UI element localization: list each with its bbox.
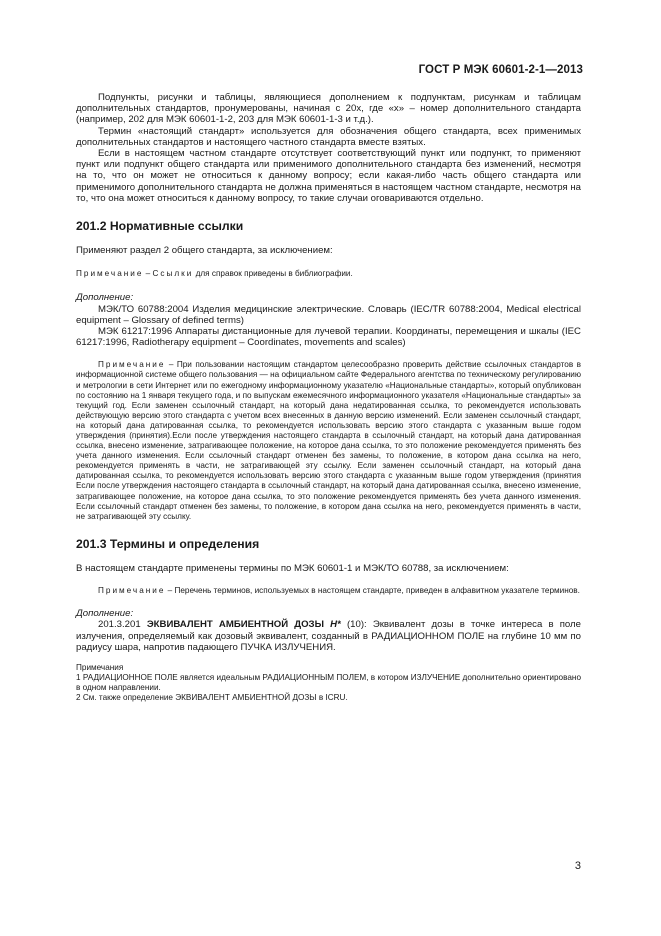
definition-term: ЭКВИВАЛЕНТ АМБИЕНТНОЙ ДОЗЫ [146,619,331,631]
note-spaced-word: Ссылки [152,269,194,279]
note-label: Примечание [98,360,166,370]
note-label: Примечание [76,269,144,279]
reference-usage-note [76,360,581,522]
intro-paragraph-3: Если в настоящем частном стандарте отсутствует соответствующий пункт или подпункт, то применяют пункт или подпункт общего стандарта или применимого дополнительного стандарта без изменений, несмотря на то, что он может не относиться к данному вопросу; если какая-либо часть общего стандарта или применимого дополнительного стандарта не должна применяться в настоящем частном стандарте, несмотря на то, что она может относиться к данному вопросу, то такие случаи оговариваются отдельно. [76,148,581,204]
definition-ambient-dose [76,619,581,653]
definition-text: (10): Эквивалент дозы в точке интереса в поле излучения, определяемый как дозовый эквивалент, созданный в РАДИАЦИОННОМ ПОЛЕ на глубине 10 мм по радиусу шара, напротив падающего ПУЧКА ИЗЛУЧЕНИЯ. [76,619,581,653]
document-header: ГОСТ Р МЭК 60601-2-1—2013 [418,64,583,76]
section-title-terms-definitions: 201.3 Термины и определения [76,536,260,551]
definition-number: 201.3.201 [98,619,147,631]
note-text: – При пользовании настоящим стандартом целесообразно проверить действие ссылочных стандартов в информационной системе общего пользования — на официальном сайте Федерального агентства по техническому регулированию и метрологии в сети Интернет или по ежегодному информационному указателю «Национальные стандарты», который опубликован по состоянию на 1 января текущего года, и по выпускам ежемесячного информационного указателя «Национальные стандарты» за текущий год. Если заменен ссылочный стандарт, на который дана недатированная ссылка, то рекомендуется использовать действующую версию этого стандарта с учетом всех внесенных в данную версию изменений. Если заменен ссылочный стандарт, на который дана датированная ссылка, то рекомендуется использовать версию этого стандарта с указанным выше годом утверждения (принятия).Если после утверждения настоящего стандарта в ссылочный стандарт, на который дана датированная ссылка, внесено изменение, затрагивающее положение, на которое дана ссылка, то это положение рекомендуется применять без учета данного изменения. Если ссылочный стандарт отменен без замены, то положение, в котором дана ссылка на него, рекомендуется применять в части, не затрагивающей эту ссылку. Если заменен ссылочный стандарт, на который дана датированная ссылка, то рекомендуется использовать версию этого стандарта с указанным выше годом утверждения (принятия Если после утверждения настоящего стандарта в ссылочный стандарт, на который дана датированная ссылка, внесено изменение, затрагивающее положение, на которое дана ссылка, то это положение рекомендуется применять без учета данного изменения. Если ссылочный стандарт отменен без замены, то положение, в котором дана ссылка на него, рекомендуется применять в части, не затрагивающей эту ссылку. [76,360,581,521]
page-number: 3 [574,860,581,872]
note-rest: для справок приведены в библиографии. [193,269,353,279]
terms-note [76,586,581,596]
note-text: – Перечень терминов, используемых в настоящем стандарте, приведен в алфавитном указателе терминов. [165,586,580,596]
definition-note-2: 2 См. также определение ЭКВИВАЛЕНТ АМБИЕНТНОЙ ДОЗЫ в ICRU. [76,693,348,703]
intro-paragraph-1: Подпункты, рисунки и таблицы, являющиеся дополнением к подпунктам, рисункам и таблицам дополнительных стандартов, пронумерованы, начиная с 20х, где «х» – номер дополнительного стандарта (например, 202 для МЭК 60601-1-2, 203 для МЭК 60601-1-3 и т.д.). [76,92,581,126]
definition-symbol: H* [330,619,341,631]
intro-paragraph-2: Термин «настоящий стандарт» используется для обозначения общего стандарта, всех применимых дополнительных стандартов и настоящего частного стандарта вместе взятых. [76,125,581,148]
terms-applied-text: В настоящем стандарте применены термины по МЭК 60601-1 и МЭК/ТО 60788, за исключением: [76,562,509,574]
normative-addition-label: Дополнение: [76,292,134,304]
page-content [76,92,581,703]
notes-heading: Примечания [76,662,124,672]
normative-applied-text: Применяют раздел 2 общего стандарта, за исключением: [76,245,333,257]
reference-iec-60788: МЭК/ТО 60788:2004 Изделия медицинские электрические. Словарь (IEC/TR 60788:2004, Medical electrical equipment – Glossary of defined terms) [76,303,581,326]
note-label: Примечание [98,586,166,596]
normative-note [76,269,581,279]
reference-iec-61217: МЭК 61217:1996 Аппараты дистанционные для лучевой терапии. Координаты, перемещения и шкалы (IEC 61217:1996, Radiotherapy equipment – Coordinates, movements and scales) [76,325,581,349]
definition-note-1: 1 РАДИАЦИОННОЕ ПОЛЕ является идеальным РАДИАЦИОННЫМ ПОЛЕМ, в котором ИЗЛУЧЕНИЕ дополнительно ориентировано в одном направлении. [76,673,581,693]
note-dash: – [143,269,153,279]
section-title-normative-references: 201.2 Нормативные ссылки [76,219,244,234]
terms-addition-label: Дополнение: [76,608,134,620]
